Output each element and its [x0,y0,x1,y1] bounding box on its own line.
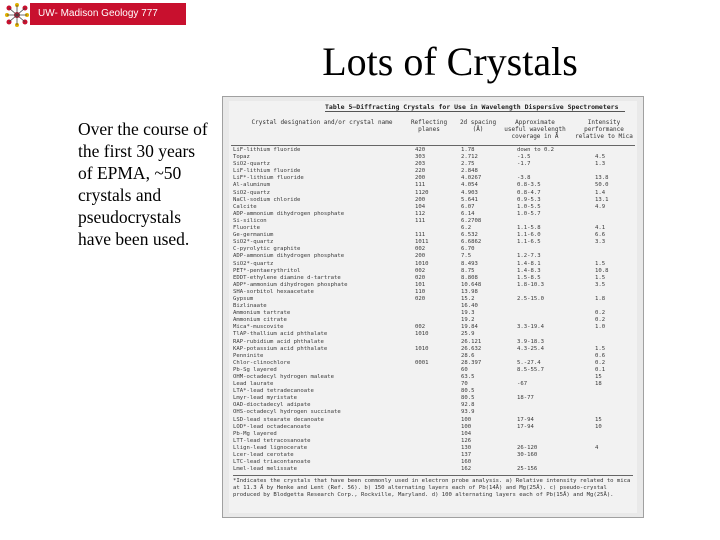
intensity-cell: 50.0 [595,182,609,189]
table-row [231,346,635,353]
wavelength-coverage-cell: 8.5-55.7 [517,366,544,373]
2d-spacing-cell: 8.493 [461,260,478,267]
crystal-name-cell: KAP-potassium acid phthalate [233,345,328,352]
intensity-cell: 3.3 [595,239,606,246]
intensity-cell: 13.1 [595,196,609,203]
2d-spacing-cell: 16.40 [461,303,478,310]
intensity-cell: 0.2 [595,310,606,317]
2d-spacing-cell: 28.6 [461,352,475,359]
wavelength-coverage-cell: 4.3-25.4 [517,345,544,352]
intensity-cell: 0.2 [595,317,606,324]
crystal-name-cell: SiO2*-quartz [233,260,274,267]
table-row [231,253,635,260]
intensity-cell: 4.1 [595,225,606,232]
wavelength-coverage-cell: down to 0.2 [517,147,555,153]
table-row [231,275,635,282]
table-row [231,431,635,438]
crystal-name-cell: Calcite [233,203,257,210]
2d-spacing-cell: 26.121 [461,338,482,345]
table-row [231,417,635,424]
crystal-name-cell: LiF-lithium fluoride [233,168,301,175]
reflecting-planes-cell: 002 [415,267,426,274]
crystal-name-cell: LOD*-lead octadecanoate [233,423,311,430]
2d-spacing-cell: 25.9 [461,331,475,338]
table-row [231,190,635,197]
crystal-name-cell: TlAP-thallium acid phthalate [233,331,328,338]
2d-spacing-cell: 4.903 [461,189,478,196]
reflecting-planes-cell: 020 [415,295,426,302]
wavelength-coverage-cell: 1.4-8.3 [517,267,541,274]
table-row [231,282,635,289]
2d-spacing-cell: 162 [461,466,472,473]
reflecting-planes-cell: 1120 [415,189,429,196]
crystal-name-cell: C-pyrolytic graphite [233,246,301,253]
table-row [231,147,635,154]
2d-spacing-cell: 8.75 [461,267,475,274]
wavelength-coverage-cell: 1.0-5.5 [517,203,541,210]
table-row [231,395,635,402]
crystal-name-cell: Llign-lead lignocerate [233,444,308,451]
2d-spacing-cell: 126 [461,437,472,444]
table-row [231,182,635,189]
course-header [0,0,190,30]
crystal-name-cell: SHA-sorbitol hexaacetate [233,288,314,295]
2d-spacing-cell: 4.054 [461,182,478,189]
crystal-name-cell: SiO2*-quartz [233,239,274,246]
table-row [231,388,635,395]
reflecting-planes-cell: 1010 [415,331,429,338]
table-row [231,303,635,310]
wavelength-coverage-cell: -3.8 [517,175,531,182]
crystal-name-cell: LiF*-lithium fluoride [233,175,304,182]
intensity-cell: 1.8 [595,295,606,302]
table-row [231,331,635,338]
wavelength-coverage-cell: -1.5 [517,154,531,161]
wavelength-coverage-cell: -67 [517,381,528,388]
column-header: Approximate useful wavelength coverage in Å [504,119,566,140]
reflecting-planes-cell: 220 [415,168,426,175]
crystal-name-cell: SiO2-quartz [233,189,271,196]
table-title: Table 5—Diffracting Crystals for Use in Wavelength Dispersive Spectrometers [325,103,625,112]
column-header: Reflecting planes [410,119,448,133]
intensity-cell: 1.5 [595,345,606,352]
crystal-name-cell: LSD-lead stearate decanoate [233,416,324,423]
intensity-cell: 0.1 [595,366,606,373]
reflecting-planes-cell: 110 [415,288,426,295]
wavelength-coverage-cell: 5.-27.4 [517,359,541,366]
2d-spacing-cell: 10.648 [461,281,482,288]
2d-spacing-cell: 4.0267 [461,175,482,182]
reflecting-planes-cell: 200 [415,253,426,260]
crystal-name-cell: ADP-ammonium dihydrogen phosphate [233,210,345,217]
crystal-name-cell: Pb-Mg layered [233,430,277,437]
intensity-cell: 0.6 [595,352,606,359]
crystal-name-cell: Ammonium citrate [233,317,287,324]
2d-spacing-cell: 63.5 [461,374,475,380]
crystal-name-cell: Gypsum [233,295,254,302]
table-row [231,225,635,232]
2d-spacing-cell: 80.5 [461,388,475,395]
table-row [231,445,635,452]
2d-spacing-cell: 19.3 [461,310,475,317]
intensity-cell: 1.5 [595,274,606,281]
reflecting-planes-cell: 002 [415,324,426,331]
intensity-cell: 15 [595,374,602,380]
intensity-cell: 1.5 [595,260,606,267]
reflecting-planes-cell: 002 [415,246,426,253]
2d-spacing-cell: 19.84 [461,324,478,331]
wavelength-coverage-cell: 1.8-10.3 [517,281,544,288]
2d-spacing-cell: 80.5 [461,395,475,402]
crystal-name-cell: Topaz [233,154,250,161]
wavelength-coverage-cell: 1.4-8.1 [517,260,541,267]
2d-spacing-cell: 6.14 [461,210,475,217]
intensity-cell: 4.9 [595,203,606,210]
table-row [231,424,635,431]
table-row [231,374,635,381]
crystal-name-cell: Mica*-muscovite [233,324,284,331]
crystal-name-cell: OHM-octadecyl hydrogen maleate [233,374,335,380]
table-row [231,409,635,416]
column-header: Crystal designation and/or crystal name [251,119,393,126]
table-row [231,339,635,346]
table-row [231,438,635,445]
table-row [231,459,635,466]
2d-spacing-cell: 100 [461,423,472,430]
table-row [231,367,635,374]
table-row [231,161,635,168]
table-row [231,402,635,409]
table-row [231,452,635,459]
table-row [231,204,635,211]
table-row [231,154,635,161]
crystal-name-cell: LiF-lithium fluoride [233,147,301,153]
crystal-name-cell: ADP-ammonium dihydrogen phosphate [233,253,345,260]
table-row [231,324,635,331]
2d-spacing-cell: 7.5 [461,253,472,260]
reflecting-planes-cell: 1010 [415,260,429,267]
wavelength-coverage-cell: 0.8-4.7 [517,189,541,196]
crystal-name-cell: LTA*-lead tetradecanoate [233,388,314,395]
table-header-row [231,115,635,146]
2d-spacing-cell: 93.9 [461,409,475,416]
table-footnote: *Indicates the crystals that have been commonly used in electron probe analysis. a) Relative intensity related to mica at 11.3 Å by Henke and Lent (Ref. 56). b) 150 alternating layers each of Pb(14Å) and Mg(25Å). c) pseudo-crystal produced by Blodgetta Research Corp., Rockville, Maryland. d) 100 alternating layers each of Pb(15Å) and Mg(25Å). [233,475,633,499]
2d-spacing-cell: 137 [461,452,472,459]
slide-title: Lots of Crystals [322,39,578,84]
reflecting-planes-cell: 0001 [415,359,429,366]
2d-spacing-cell: 6.532 [461,232,478,239]
table-row [231,466,635,473]
column-header: 2d spacing (Å) [459,119,497,133]
crystal-name-cell: ADP*-ammonium dihydrogen phosphate [233,281,348,288]
reflecting-planes-cell: 111 [415,217,426,224]
crystal-name-cell: Lcer-lead cerotate [233,452,294,459]
intensity-cell: 3.5 [595,281,606,288]
reflecting-planes-cell: 111 [415,182,426,189]
table-row [231,289,635,296]
intensity-cell: 6.6 [595,232,606,239]
course-label: UW- Madison Geology 777 [30,3,186,25]
crystal-name-cell: Chlor-clinochlore [233,359,291,366]
2d-spacing-cell: 100 [461,416,472,423]
table-row [231,296,635,303]
crystal-name-cell: RAP-rubidium acid phthalate [233,338,324,345]
wavelength-coverage-cell: 3.3-19.4 [517,324,544,331]
slide-body-text: Over the course of the first 30 years of EPMA, ~50 crystals and pseudocrystals have been used. [78,119,208,249]
wavelength-coverage-cell: 0.8-3.5 [517,182,541,189]
table-row [231,239,635,246]
reflecting-planes-cell: 112 [415,210,426,217]
table-row [231,232,635,239]
crystal-name-cell: PET*-pentaerythritol [233,267,301,274]
crystal-name-cell: Ge-germanium [233,232,274,239]
2d-spacing-cell: 26.632 [461,345,482,352]
wavelength-coverage-cell: 1.1-5.8 [517,225,541,232]
wavelength-coverage-cell: 17-94 [517,423,534,430]
table-row [231,317,635,324]
crystal-name-cell: NaCl-sodium chloride [233,196,301,203]
intensity-cell: 13.8 [595,175,609,182]
reflecting-planes-cell: 104 [415,203,426,210]
table-row [231,246,635,253]
2d-spacing-cell: 160 [461,459,472,466]
column-header: Intensity performance relative to Mica [575,119,633,140]
table-page [229,101,637,513]
crystal-name-cell: LTC-lead triacontanoate [233,459,311,466]
2d-spacing-cell: 19.2 [461,317,475,324]
intensity-cell: 15 [595,416,602,423]
crystal-name-cell: Fluorite [233,225,260,232]
table-row [231,197,635,204]
2d-spacing-cell: 2.75 [461,161,475,168]
2d-spacing-cell: 6.2 [461,225,472,232]
crystal-name-cell: Si-silicon [233,217,267,224]
crystal-logo-icon [4,2,30,28]
table-row [231,168,635,175]
wavelength-coverage-cell: 1.1-6.0 [517,232,541,239]
2d-spacing-cell: 92.8 [461,402,475,409]
wavelength-coverage-cell: 1.1-6.5 [517,239,541,246]
intensity-cell: 4 [595,444,599,451]
reflecting-planes-cell: 303 [415,154,426,161]
2d-spacing-cell: 2.712 [461,154,478,161]
table-row [231,353,635,360]
2d-spacing-cell: 6.6862 [461,239,482,246]
table-row [231,268,635,275]
2d-spacing-cell: 6.07 [461,203,475,210]
2d-spacing-cell: 130 [461,444,472,451]
reflecting-planes-cell: 200 [415,175,426,182]
wavelength-coverage-cell: 0.9-5.3 [517,196,541,203]
wavelength-coverage-cell: 26-120 [517,444,538,451]
reflecting-planes-cell: 111 [415,232,426,239]
wavelength-coverage-cell: 30-160 [517,452,538,459]
intensity-cell: 10 [595,423,602,430]
reflecting-planes-cell: 101 [415,281,426,288]
2d-spacing-cell: 104 [461,430,472,437]
crystal-name-cell: LTT-lead tetracosanoate [233,437,311,444]
2d-spacing-cell: 70 [461,381,468,388]
scanned-crystal-table [222,96,644,518]
crystal-name-cell: Penninite [233,352,264,359]
wavelength-coverage-cell: 1.0-5.7 [517,210,541,217]
reflecting-planes-cell: 420 [415,147,426,153]
crystal-name-cell: Pb-Sg layered [233,366,277,373]
table-row [231,211,635,218]
intensity-cell: 0.2 [595,359,606,366]
table-row [231,360,635,367]
crystal-name-cell: Lmyr-lead myristate [233,395,297,402]
intensity-cell: 10.8 [595,267,609,274]
intensity-cell: 1.4 [595,189,606,196]
intensity-cell: 1.3 [595,161,606,168]
2d-spacing-cell: 28.397 [461,359,482,366]
table-row [231,175,635,182]
2d-spacing-cell: 6.2708 [461,217,482,224]
2d-spacing-cell: 15.2 [461,295,475,302]
table-row [231,218,635,225]
2d-spacing-cell: 6.70 [461,246,475,253]
reflecting-planes-cell: 200 [415,196,426,203]
2d-spacing-cell: 5.641 [461,196,478,203]
2d-spacing-cell: 13.98 [461,288,478,295]
wavelength-coverage-cell: 18-77 [517,395,534,402]
2d-spacing-cell: 8.808 [461,274,478,281]
wavelength-coverage-cell: 1.5-8.5 [517,274,541,281]
crystal-name-cell: Lead laurate [233,381,274,388]
crystal-name-cell: OAD-dioctadecyl adipate [233,402,311,409]
table-row [231,261,635,268]
2d-spacing-cell: 2.848 [461,168,478,175]
2d-spacing-cell: 1.78 [461,147,475,153]
crystal-name-cell: SiO2-quartz [233,161,271,168]
wavelength-coverage-cell: 17-94 [517,416,534,423]
table-row [231,310,635,317]
reflecting-planes-cell: 203 [415,161,426,168]
wavelength-coverage-cell: 3.9-18.3 [517,338,544,345]
reflecting-planes-cell: 1010 [415,345,429,352]
wavelength-coverage-cell: 25-156 [517,466,538,473]
table-body [231,147,635,473]
crystal-name-cell: Lmel-lead melissate [233,466,297,473]
crystal-name-cell: Ammonium tartrate [233,310,291,317]
intensity-cell: 18 [595,381,602,388]
intensity-cell: 1.0 [595,324,606,331]
wavelength-coverage-cell: 2.5-15.0 [517,295,544,302]
crystal-name-cell: Al-aluminum [233,182,271,189]
intensity-cell: 4.5 [595,154,606,161]
reflecting-planes-cell: 1011 [415,239,429,246]
table-row [231,381,635,388]
wavelength-coverage-cell: -1.7 [517,161,531,168]
wavelength-coverage-cell: 1.2-7.3 [517,253,541,260]
2d-spacing-cell: 60 [461,366,468,373]
crystal-name-cell: EDDT-ethylene diamine d-tartrate [233,274,341,281]
reflecting-planes-cell: 020 [415,274,426,281]
crystal-name-cell: Bizlinaate [233,303,267,310]
crystal-name-cell: OHS-octadecyl hydrogen succinate [233,409,341,416]
